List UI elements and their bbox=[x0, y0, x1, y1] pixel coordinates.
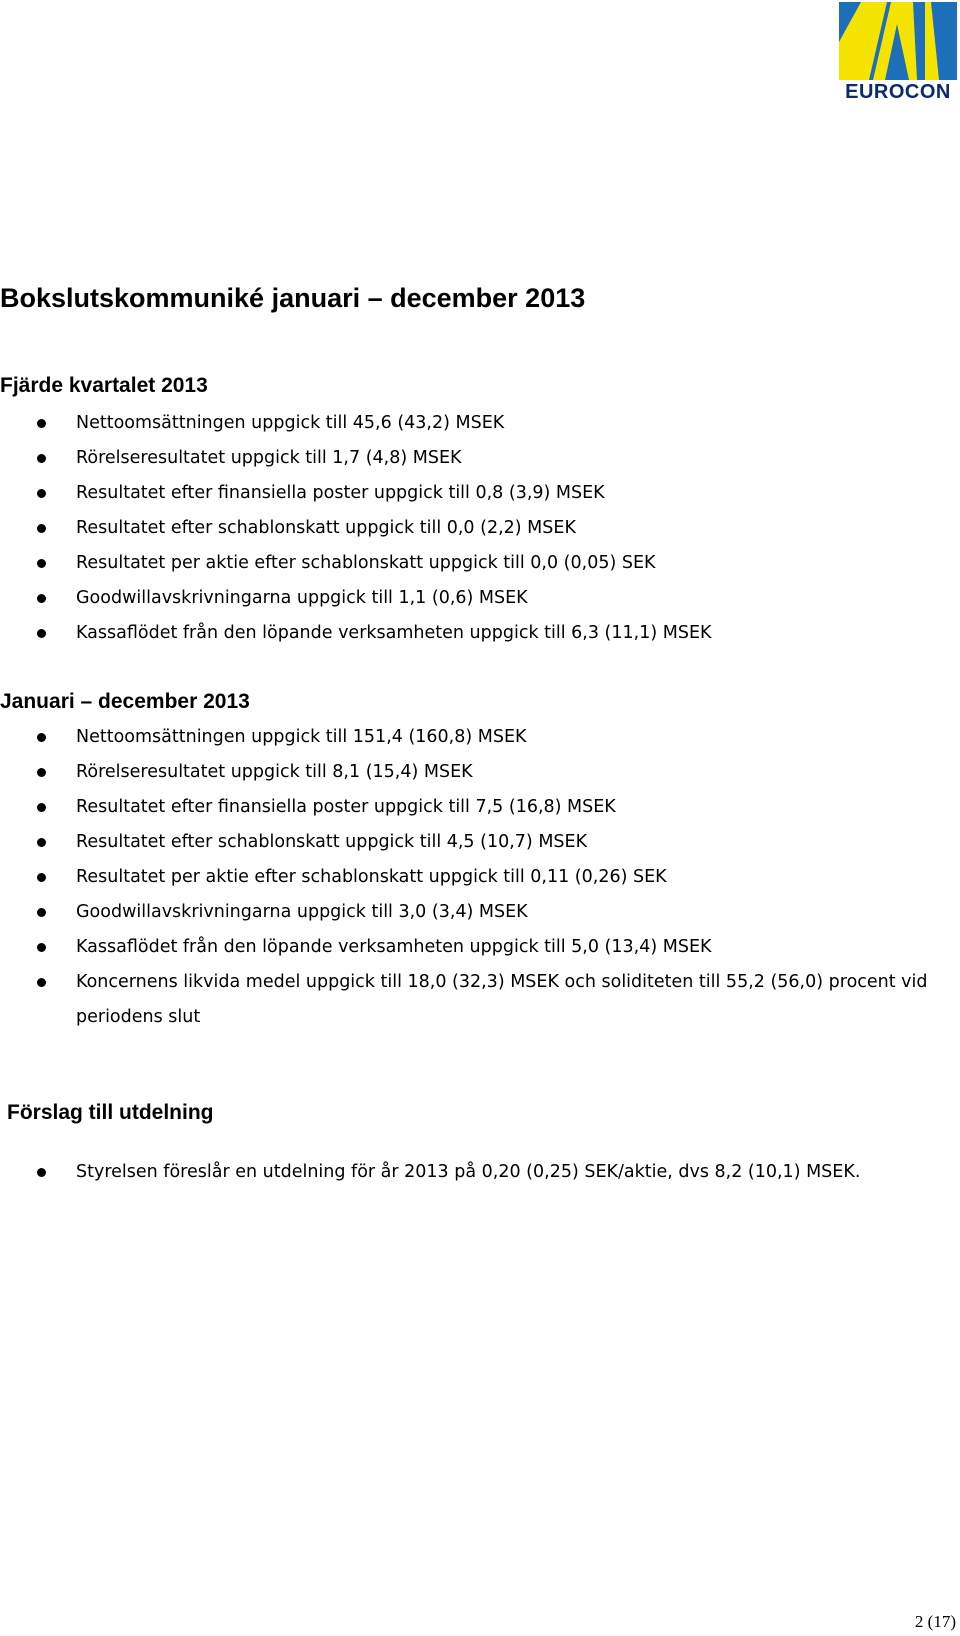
list-item: Resultatet per aktie efter schablonskatt uppgick till 0,0 (0,05) SEK bbox=[0, 546, 960, 581]
list-item: Goodwillavskrivningarna uppgick till 3,0 (3,4) MSEK bbox=[0, 895, 960, 930]
list-item: Kassaflödet från den löpande verksamheten uppgick till 5,0 (13,4) MSEK bbox=[0, 930, 960, 965]
section-heading-dividend: Förslag till utdelning bbox=[7, 1101, 214, 1124]
list-item: Rörelseresultatet uppgick till 8,1 (15,4) MSEK bbox=[0, 755, 960, 790]
list-item: Resultatet efter finansiella poster uppgick till 0,8 (3,9) MSEK bbox=[0, 476, 960, 511]
bullet-icon bbox=[37, 873, 46, 882]
list-item: Rörelseresultatet uppgick till 1,7 (4,8) MSEK bbox=[0, 441, 960, 476]
list-item: Styrelsen föreslår en utdelning för år 2013 på 0,20 (0,25) SEK/aktie, dvs 8,2 (10,1) MSEK. bbox=[0, 1155, 960, 1190]
section-heading-full-year: Januari – december 2013 bbox=[0, 690, 250, 713]
bullet-icon bbox=[37, 978, 46, 987]
bullet-icon bbox=[37, 908, 46, 917]
bullet-icon bbox=[37, 943, 46, 952]
full-year-highlights-list bbox=[0, 720, 960, 1035]
eurocon-logo bbox=[839, 2, 957, 100]
bullet-icon bbox=[37, 838, 46, 847]
list-item: Nettoomsättningen uppgick till 151,4 (160,8) MSEK bbox=[0, 720, 960, 755]
bullet-icon bbox=[37, 768, 46, 777]
bullet-icon bbox=[37, 559, 46, 568]
list-item: Nettoomsättningen uppgick till 45,6 (43,2) MSEK bbox=[0, 406, 960, 441]
list-item: Resultatet efter schablonskatt uppgick till 0,0 (2,2) MSEK bbox=[0, 511, 960, 546]
dividend-list bbox=[0, 1155, 960, 1190]
svg-text:EUROCON: EUROCON bbox=[845, 81, 951, 100]
bullet-icon bbox=[37, 803, 46, 812]
bullet-icon bbox=[37, 419, 46, 428]
list-item: Koncernens likvida medel uppgick till 18,0 (32,3) MSEK och soliditeten till 55,2 (56,0) procent vid periodens slut bbox=[0, 965, 960, 1035]
page-number: 2 (17) bbox=[914, 1612, 956, 1631]
list-item: Kassaflödet från den löpande verksamheten uppgick till 6,3 (11,1) MSEK bbox=[0, 616, 960, 651]
list-item: Resultatet per aktie efter schablonskatt uppgick till 0,11 (0,26) SEK bbox=[0, 860, 960, 895]
list-item: Resultatet efter finansiella poster uppgick till 7,5 (16,8) MSEK bbox=[0, 790, 960, 825]
bullet-icon bbox=[37, 733, 46, 742]
list-item: Resultatet efter schablonskatt uppgick till 4,5 (10,7) MSEK bbox=[0, 825, 960, 860]
document-title: Bokslutskommuniké januari – december 2013 bbox=[0, 283, 586, 313]
bullet-icon bbox=[37, 1168, 46, 1177]
bullet-icon bbox=[37, 489, 46, 498]
bullet-icon bbox=[37, 524, 46, 533]
list-item: Goodwillavskrivningarna uppgick till 1,1 (0,6) MSEK bbox=[0, 581, 960, 616]
bullet-icon bbox=[37, 629, 46, 638]
bullet-icon bbox=[37, 454, 46, 463]
bullet-icon bbox=[37, 594, 46, 603]
q4-highlights-list bbox=[0, 406, 960, 651]
section-heading-q4: Fjärde kvartalet 2013 bbox=[0, 374, 208, 397]
